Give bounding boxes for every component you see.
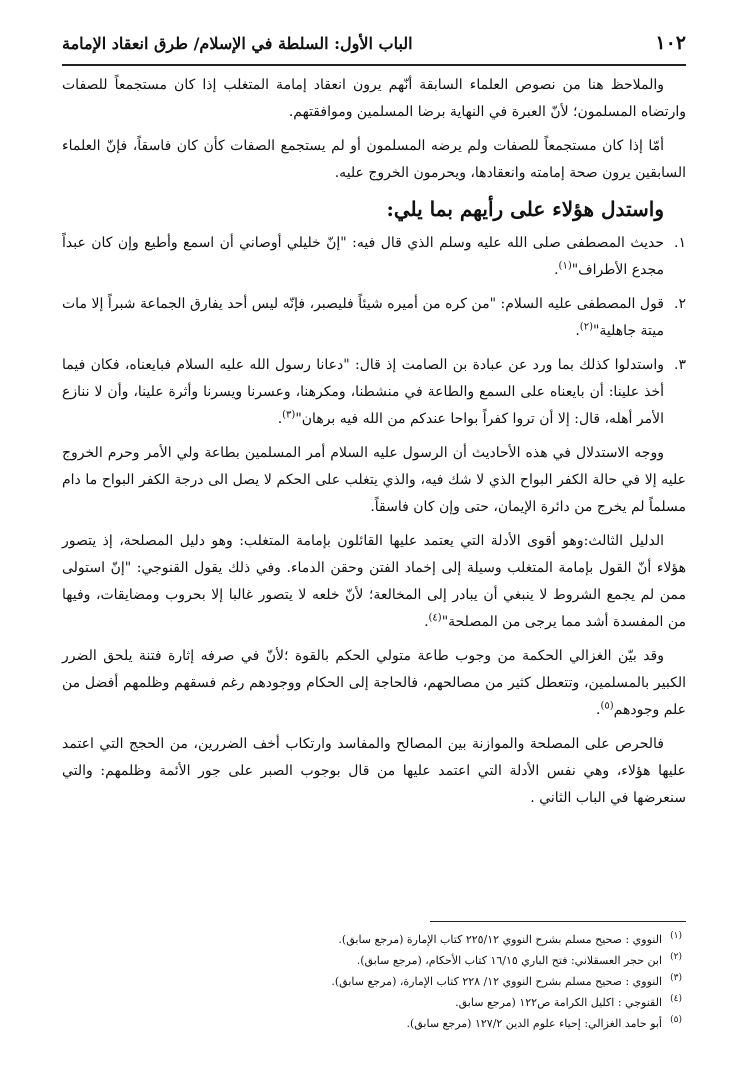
footnote-text: النووي : صحيح مسلم بشرح النووي ١٢/ ٢٢٨ كتاب الإمارة، (مرجع سابق). [331, 975, 662, 988]
footnote-number: (٥) [670, 1015, 682, 1025]
footnote [62, 971, 686, 992]
footnotes [62, 929, 686, 1034]
list-item: ١. حديث المصطفى صلى الله عليه وسلم الذي قال فيه: "إنّ خليلي أوصاني أن اسمع وأطيع وإن كان عبداً مجدع الأطراف"$^{(١)}$. [62, 230, 686, 284]
running-title: الباب الأول: السلطة في الإسلام/ طرق انعقاد الإمامة [62, 34, 413, 53]
section-heading: واستدل هؤلاء على رأيهم بما يلي: [386, 197, 664, 221]
page-number: ١٠٢ [655, 32, 686, 54]
footnote-text: ابن حجر العسقلاني: فتح الباري ١٦/١٥ كتاب الأحكام، (مرجع سابق). [356, 954, 662, 967]
paragraph: الدليل الثالث:وهو أقوى الأدلة التي يعتمد عليها القائلون بإمامة المتغلب: وهو دليل المصلحة، إذ يتصور هؤلاء أنّ القول بإمامة المتغلب وسيلة إلى إخماد الفتن وحقن الدماء. وفي ذلك يقول القنوجي: "إنّ استولى ممن لم يجمع الشروط لا ينبغي أن يبادر إلى المخالعة؛ لأنّ خلعه لا يتصور غالبا إلا بحروب ومضايقات، وفيها من المفسدة أشد مما يرجى من المصلحة"$^{(٤)}$. [62, 533, 686, 630]
footnote-number: (٣) [670, 973, 682, 983]
main-text [62, 72, 686, 819]
footnote-ref[interactable]: (٣) [282, 409, 296, 421]
paragraph-text: الدليل الثالث:وهو أقوى الأدلة التي يعتمد عليها القائلون بإمامة المتغلب: وهو دليل المصلحة، إذ يتصور هؤلاء أنّ القول بإمامة المتغلب وسيلة إلى إخماد الفتن وحقن الدماء. وفي ذلك يقول القنوجي: "إنّ استولى ممن لم يجمع الشروط لا ينبغي أن يبادر إلى المخالعة؛ لأنّ خلعه لا يتصور غالبا إلا بحروب ومضايقات، وفيها من المفسدة أشد مما يرجى من المصلحة" [62, 533, 686, 630]
paragraph-text: وقد بيّن الغزالي الحكمة من وجوب طاعة متولي الحكم بالقوة ؛لأنّ في صرفه إثارة فتنة يلحق الضرر الكبير بالمسلمين، وتتعطل كثير من مصالحهم، فالحاجة إلى الحكام ووجودهم رغم فسقهم وظلمهم أفضل من علم وجودهم [62, 648, 686, 718]
footnote-number: (٤) [670, 994, 682, 1004]
evidence-list [62, 230, 686, 433]
footnote-ref[interactable]: (٥) [600, 700, 614, 712]
paragraph: أمّا إذا كان مستجمعاً للصفات ولم يرضه المسلمون أو لم يستجمع الصفات كأن كان فاسقاً، فإنّ العلماء السابقين يرون صحة إمامته وانعقادها، ويحرمون الخروج عليه. [62, 138, 686, 181]
footnote-number: (١) [670, 931, 682, 941]
footnote-text: النووي : صحيح مسلم بشرح النووي ٢٢٥/١٢ كتاب الإمارة (مرجع سابق). [338, 933, 662, 946]
page-header [62, 30, 686, 66]
list-item-text: قول المصطفى عليه السلام: "من كره من أميره شيئاً فليصبر، فإنّه ليس أحد يفارق الجماعة شبراً إلا مات ميتة جاهلية" [62, 296, 664, 339]
paragraph: والملاحظ هنا من نصوص العلماء السابقة أنّهم يرون انعقاد إمامة المتغلب إذا كان مستجمعاً للصفات وارتضاه المسلمون؛ لأنّ العبرة في النهاية برضا المسلمين وموافقتهم. [62, 77, 686, 120]
footnote-ref[interactable]: (٢) [579, 321, 593, 333]
paragraph: وقد بيّن الغزالي الحكمة من وجوب طاعة متولي الحكم بالقوة ؛لأنّ في صرفه إثارة فتنة يلحق الضرر الكبير بالمسلمين، وتتعطل كثير من مصالحهم، فالحاجة إلى الحكام ووجودهم رغم فسقهم وظلمهم أفضل من علم وجودهم$^{(٥)}$. [62, 648, 686, 718]
footnote [62, 950, 686, 971]
footnote [62, 992, 686, 1013]
list-item-text: واستدلوا كذلك بما ورد عن عبادة بن الصامت إذ قال: "دعانا رسول الله عليه السلام فبايعناه، فكان فيما أخذ علينا: أن بايعناه على السمع والطاعة في منشطنا، ومكرهنا، وعسرنا ويسرنا وأثرة علينا، وأن لا ننازع الأمر أهله، قال: إلا أن تروا كفراً بواحا عندكم من الله فيه برهان" [62, 357, 664, 427]
list-item-number: ١. [674, 235, 686, 251]
footnote-ref[interactable]: (١) [558, 260, 572, 272]
footnote-number: (٢) [670, 952, 682, 962]
footnote-ref[interactable]: (٤) [428, 612, 442, 624]
list-item-text: حديث المصطفى صلى الله عليه وسلم الذي قال فيه: "إنّ خليلي أوصاني أن اسمع وأطيع وإن كان عبداً مجدع الأطراف" [62, 235, 664, 278]
list-item-number: ٣. [674, 357, 686, 373]
list-item: ٢. قول المصطفى عليه السلام: "من كره من أميره شيئاً فليصبر، فإنّه ليس أحد يفارق الجماعة شبراً إلا مات ميتة جاهلية"$^{(٢)}$. [62, 291, 686, 345]
footnote-text: القنوجي : اكليل الكرامة ص١٢٢ (مرجع سابق. [455, 996, 662, 1009]
footnote [62, 1013, 686, 1034]
list-item: ٣. واستدلوا كذلك بما ورد عن عبادة بن الصامت إذ قال: "دعانا رسول الله عليه السلام فبايعناه، فكان فيما أخذ علينا: أن بايعناه على السمع والطاعة في منشطنا، ومكرهنا، وعسرنا ويسرنا وأثرة علينا، وأن لا ننازع الأمر أهله، قال: إلا أن تروا كفراً بواحا عندكم من الله فيه برهان"$^{(٣)}$. [62, 352, 686, 433]
footnote-divider [430, 921, 686, 922]
footnote-text: أبو حامد الغزالي: إحياء علوم الدين ١٢٧/٢ (مرجع سابق). [406, 1017, 662, 1030]
footnote [62, 929, 686, 950]
paragraph: فالحرص على المصلحة والموازنة بين المصالح والمفاسد وارتكاب أخف الضررين، من الحجج التي اعتمد عليها هؤلاء، وهي نفس الأدلة التي اعتمد عليها من قال بوجوب الصبر على جور الأئمة وظلمهم: والتي سنعرضها في الباب الثاني . [62, 736, 686, 806]
list-item-number: ٢. [674, 296, 686, 312]
paragraph: ووجه الاستدلال في هذه الأحاديث أن الرسول عليه السلام أمر المسلمين بطاعة ولي الأمر وحرم الخروج عليه إلا في حالة الكفر البواح الذي لا شك فيه، والذي يتغلب على الحكم لا يصل الى درجة الكفر البواح ما دام مسلماً لم يخرج من دائرة الإيمان، حتى وإن كان فاسقاً. [62, 445, 686, 515]
